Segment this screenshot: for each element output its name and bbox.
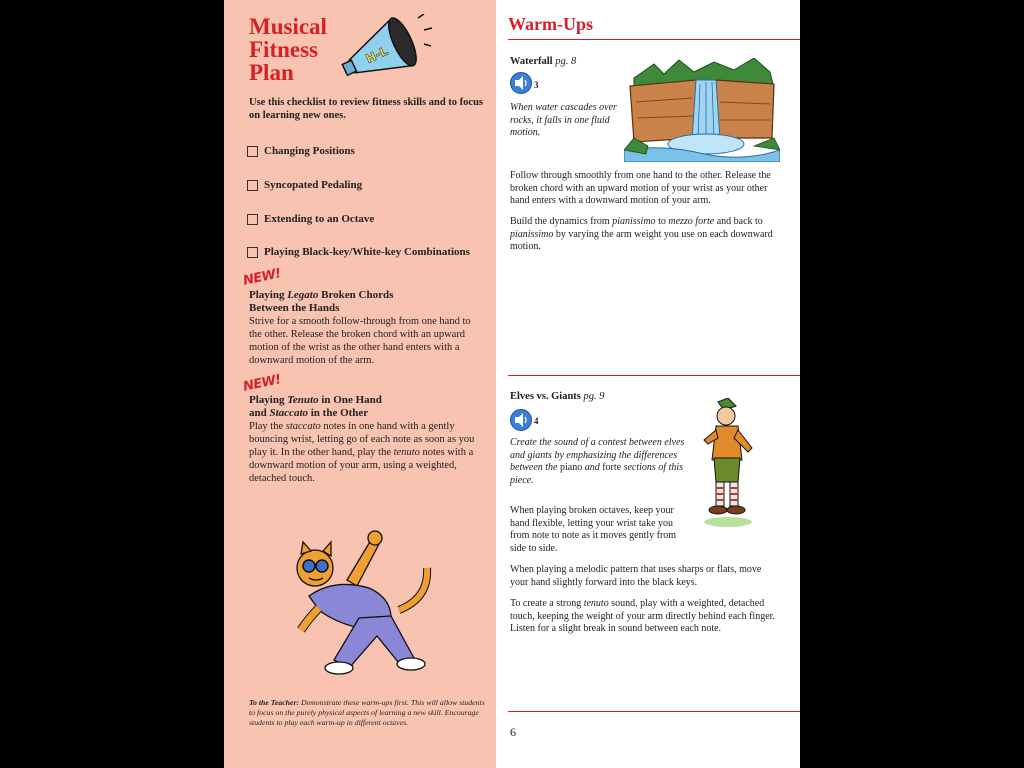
body-part: notes in one hand with a gently bouncing wrist, letting go of each note as soon as you play it. In the other hand, play the <box>249 421 475 458</box>
new-item-tenuto <box>249 394 485 485</box>
new-item-heading <box>249 289 485 315</box>
checkbox-icon[interactable] <box>247 180 258 191</box>
body-emphasis: staccato <box>285 421 321 432</box>
dynamics-term: pianissimo <box>612 216 656 227</box>
new-badge: NEW! <box>241 372 283 395</box>
plan-title-line: Musical <box>249 14 327 39</box>
heading-emphasis: Legato <box>287 289 319 301</box>
text-part: to <box>655 216 669 227</box>
dynamics-term: forte <box>602 462 622 473</box>
page-number: 6 <box>510 725 516 739</box>
body-part: Play the <box>249 421 286 432</box>
checklist-label: Changing Positions <box>264 145 355 157</box>
checkbox-icon[interactable] <box>247 146 258 157</box>
new-item-legato <box>249 289 485 367</box>
dynamics-term: pianissimo <box>510 228 554 240</box>
new-item-body: Strive for a smooth follow-through from one hand to the other. Release the broken chord with an upward motion of the wrist as the other hand enters with a downward motion of the arm. <box>249 316 471 366</box>
heading-emphasis: Tenuto <box>287 394 319 406</box>
text-part: sections of this piece. <box>510 462 684 486</box>
track-number: 4 <box>534 416 539 426</box>
stretching-cat-illustration <box>279 518 439 683</box>
checklist-label: Playing Black-key/White-key Combinations <box>264 246 470 258</box>
piece-page: pg. 9 <box>583 391 605 402</box>
checklist-item[interactable] <box>247 145 355 157</box>
waterfall-illustration <box>624 58 780 162</box>
track-number: 3 <box>534 80 539 90</box>
piece-name: Elves vs. Giants <box>510 391 581 402</box>
body-emphasis: tenuto <box>393 447 420 458</box>
heading-part: Between the Hands <box>249 302 340 314</box>
waterfall-paragraph-2 <box>510 216 778 254</box>
dynamics-term: piano <box>559 462 583 473</box>
piece-description <box>510 437 688 487</box>
heading-emphasis: Staccato <box>269 407 308 419</box>
new-badge: NEW! <box>241 266 283 289</box>
new-item-heading <box>249 394 485 420</box>
divider <box>508 39 800 40</box>
body-part: notes with a downward motion of your arm, using a weighted, detached touch. <box>249 447 474 484</box>
piece-title-elves <box>510 391 605 402</box>
megaphone-icon <box>336 14 436 84</box>
fitness-plan-sidebar <box>224 0 496 768</box>
heading-part: Broken Chords <box>318 289 394 301</box>
teacher-text: Demonstrate these warm-ups first. This will allow students to focus on the purely physical aspects of learning a new skill. Encourage students to play each warm-up in different octaves. <box>249 698 485 727</box>
checklist-label: Extending to an Octave <box>264 213 375 225</box>
plan-title-line: Plan <box>249 60 294 85</box>
waterfall-paragraph-1: Follow through smoothly from one hand to the other. Release the broken chord with an upward motion of your wrist as your other hand enters with a downward motion of your arm. <box>510 170 771 206</box>
text-part: Create the sound of a contest between elves and giants by emphasizing the differences between the <box>510 437 685 473</box>
teacher-label: To the Teacher: <box>249 698 300 707</box>
text-part: Build the dynamics from <box>510 216 613 227</box>
piece-name: Waterfall <box>510 56 553 67</box>
checkbox-icon[interactable] <box>247 247 258 258</box>
plan-title-line: Fitness <box>249 37 318 62</box>
megaphone-label: H-L <box>363 43 391 67</box>
heading-part: and <box>249 407 270 419</box>
elf-illustration <box>694 398 764 528</box>
checklist-item[interactable] <box>247 179 362 191</box>
warm-ups-title: Warm-Ups <box>508 14 593 34</box>
piece-page: pg. 8 <box>555 56 577 67</box>
text-part: by varying the arm weight you use on each downward motion. <box>510 228 773 252</box>
text-part: and back to <box>714 216 763 227</box>
checkbox-icon[interactable] <box>247 214 258 225</box>
new-item-body <box>249 420 485 485</box>
text-part: To create a strong <box>510 598 584 609</box>
heading-part: Playing <box>249 394 288 406</box>
checklist-label: Syncopated Pedaling <box>264 179 363 191</box>
elves-paragraph-1: When playing broken octaves, keep your hand flexible, letting your wrist take you from note to note as it moves gently from side to side. <box>510 505 677 554</box>
text-part: and <box>582 462 603 473</box>
divider <box>508 375 800 376</box>
piece-description: When water cascades over rocks, it falls in one fluid motion. <box>510 102 617 138</box>
text-part: sound, play with a weighted, detached touch, keeping the weight of your arm directly behind each finger. Listen for a slight break in sound between each note. <box>510 598 775 634</box>
elves-paragraph-2: When playing a melodic pattern that uses sharps or flats, move your hand slightly forward into the black keys. <box>510 564 762 588</box>
heading-part: in One Hand <box>318 394 382 406</box>
checklist-item[interactable] <box>247 246 470 258</box>
intro-text: Use this checklist to review fitness skills and to focus on learning new ones. <box>249 97 484 121</box>
dynamics-term: tenuto <box>583 598 609 609</box>
piece-title-waterfall <box>510 56 576 67</box>
heading-part: Playing <box>249 289 288 301</box>
book-page <box>224 0 800 768</box>
warm-ups-column <box>496 0 800 768</box>
heading-part: in the Other <box>308 407 369 419</box>
teacher-note <box>249 698 489 728</box>
checklist-item[interactable] <box>247 213 374 225</box>
dynamics-term: mezzo forte <box>668 216 715 227</box>
elves-paragraph-3 <box>510 598 778 636</box>
divider <box>508 711 800 712</box>
